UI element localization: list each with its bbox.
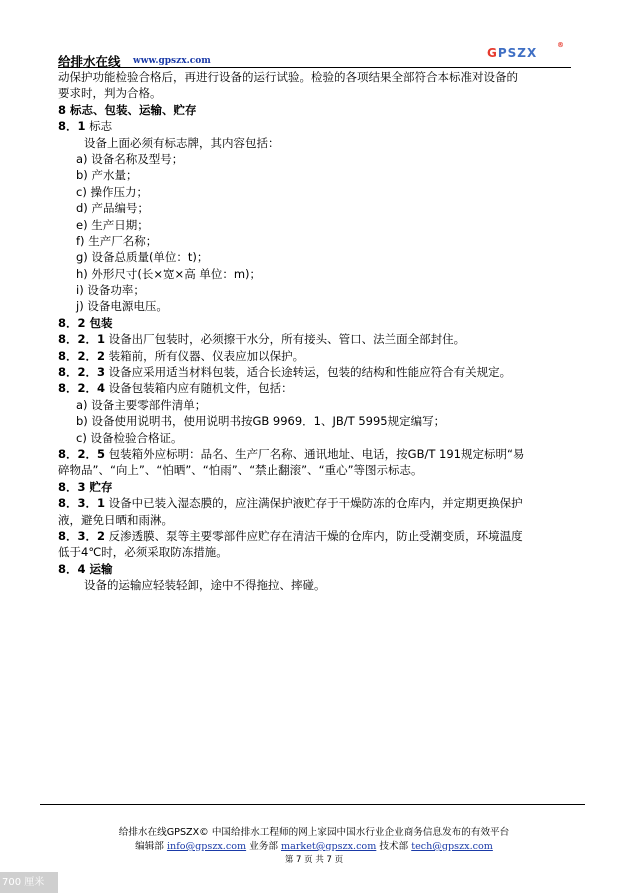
footer-rule	[40, 804, 585, 805]
text-line: h) 外形尺寸(长×宽×高 单位：m)；	[76, 266, 262, 281]
section-text: 标志	[89, 119, 113, 134]
section-text: 包装箱外应标明：品名、生产厂名称、通讯地址、电话，按GB/T 191规定标明“易	[108, 446, 525, 461]
gpszx-logo	[487, 41, 565, 60]
text-line: 8 标志、包装、运输、贮存	[58, 102, 197, 117]
corner-badge: 700 厘米	[0, 872, 58, 893]
tech-email-link[interactable]: tech@gpszx.com	[411, 841, 493, 852]
text-line: 8．3 贮存	[58, 479, 113, 494]
logo-trademark: ®	[557, 41, 565, 49]
text-line: j) 设备电源电压。	[76, 299, 168, 314]
text-line: 设备的运输应轻装轻卸，途中不得拖拉、摔碰。	[84, 578, 326, 593]
logo-letters: PSZX	[497, 46, 538, 60]
text-line: 8．2 包装	[58, 315, 113, 330]
editor-email-link[interactable]: info@gpszx.com	[166, 841, 247, 852]
footer-contacts	[0, 838, 628, 852]
text-line: i) 设备功率；	[76, 283, 145, 298]
header-rule	[58, 67, 571, 68]
text-line	[58, 446, 574, 462]
tech-label: 技术部	[379, 841, 409, 852]
text-line	[58, 495, 574, 511]
section-number: 8．2．2	[58, 348, 106, 363]
text-line: f) 生产厂名称；	[76, 233, 158, 248]
editor-label: 编辑部	[135, 841, 164, 852]
text-line: d) 产品编号；	[76, 201, 149, 216]
text-line: c) 设备检验合格证。	[76, 430, 183, 445]
section-text: 设备应采用适当材料包装，适合长途转运，包装的结构和性能应符合有关规定。	[108, 365, 512, 380]
text-line: 8．4 运输	[58, 561, 113, 576]
text-line: e) 生产日期；	[76, 217, 149, 232]
text-line: 低于4℃时，必须采取防冻措施。	[58, 545, 228, 560]
text-line	[58, 528, 574, 544]
section-number: 8．2．4	[58, 381, 106, 396]
page-number: 第 7 页 共 7 页	[284, 855, 344, 865]
text-line	[58, 380, 574, 396]
text-line	[58, 364, 574, 380]
section-text: 设备出厂包装时，必须擦干水分，所有接头、管口、法兰面全部封住。	[108, 332, 466, 347]
text-line: g) 设备总质量(单位：t)；	[76, 250, 209, 265]
text-line: c) 操作压力；	[76, 184, 148, 199]
section-text: 设备包装箱内应有随机文件，包括：	[108, 381, 293, 396]
text-line: 要求时，判为合格。	[58, 86, 162, 101]
text-line	[58, 331, 574, 347]
text-line: a) 设备主要零部件清单；	[76, 397, 207, 412]
logo-letter-g: G	[487, 46, 498, 60]
header-url[interactable]: www.gpszx.com	[133, 56, 211, 66]
text-line: b) 产水量；	[76, 168, 138, 183]
text-line: 设备上面必须有标志牌，其内容包括：	[84, 135, 280, 150]
section-number: 8．2．3	[58, 365, 106, 380]
text-line: a) 设备名称及型号；	[76, 151, 184, 166]
business-label: 业务部	[249, 841, 278, 852]
text-line: 液，避免日晒和雨淋。	[58, 512, 173, 527]
text-line: 动保护功能检验合格后，再进行设备的运行试验。检验的各项结果全部符合本标准对设备的	[58, 70, 518, 84]
header-brand: 给排水在线	[58, 54, 121, 69]
footer-tagline: 给排水在线GPSZX© 中国给排水工程师的网上家园中国水行业企业商务信息发布的有效平台	[118, 827, 510, 838]
business-email-link[interactable]: market@gpszx.com	[281, 841, 377, 852]
section-number: 8．2．1	[58, 332, 106, 347]
section-text: 反渗透膜、泵等主要零部件应贮存在清洁干燥的仓库内，防止受潮变质，环境温度	[108, 528, 523, 543]
text-line: b) 设备使用说明书，使用说明书按GB 9969．1、JB/T 5995规定编写；	[76, 414, 446, 429]
text-line	[58, 118, 574, 134]
section-number: 8．3．2	[58, 528, 106, 543]
section-number: 8．2．5	[58, 446, 106, 461]
section-number: 8．1	[58, 119, 86, 134]
text-line	[58, 348, 574, 364]
text-line: 碎物品”、“向上”、“怕晒”、“怕雨”、“禁止翻滚”、“重心”等图示标志。	[58, 463, 423, 478]
document-body	[58, 69, 574, 594]
section-text: 装箱前，所有仪器、仪表应加以保护。	[108, 348, 305, 363]
section-text: 设备中已装入湿态膜的，应注满保护液贮存于干燥防冻的仓库内，并定期更换保护	[108, 496, 523, 511]
section-number: 8．3．1	[58, 496, 106, 511]
